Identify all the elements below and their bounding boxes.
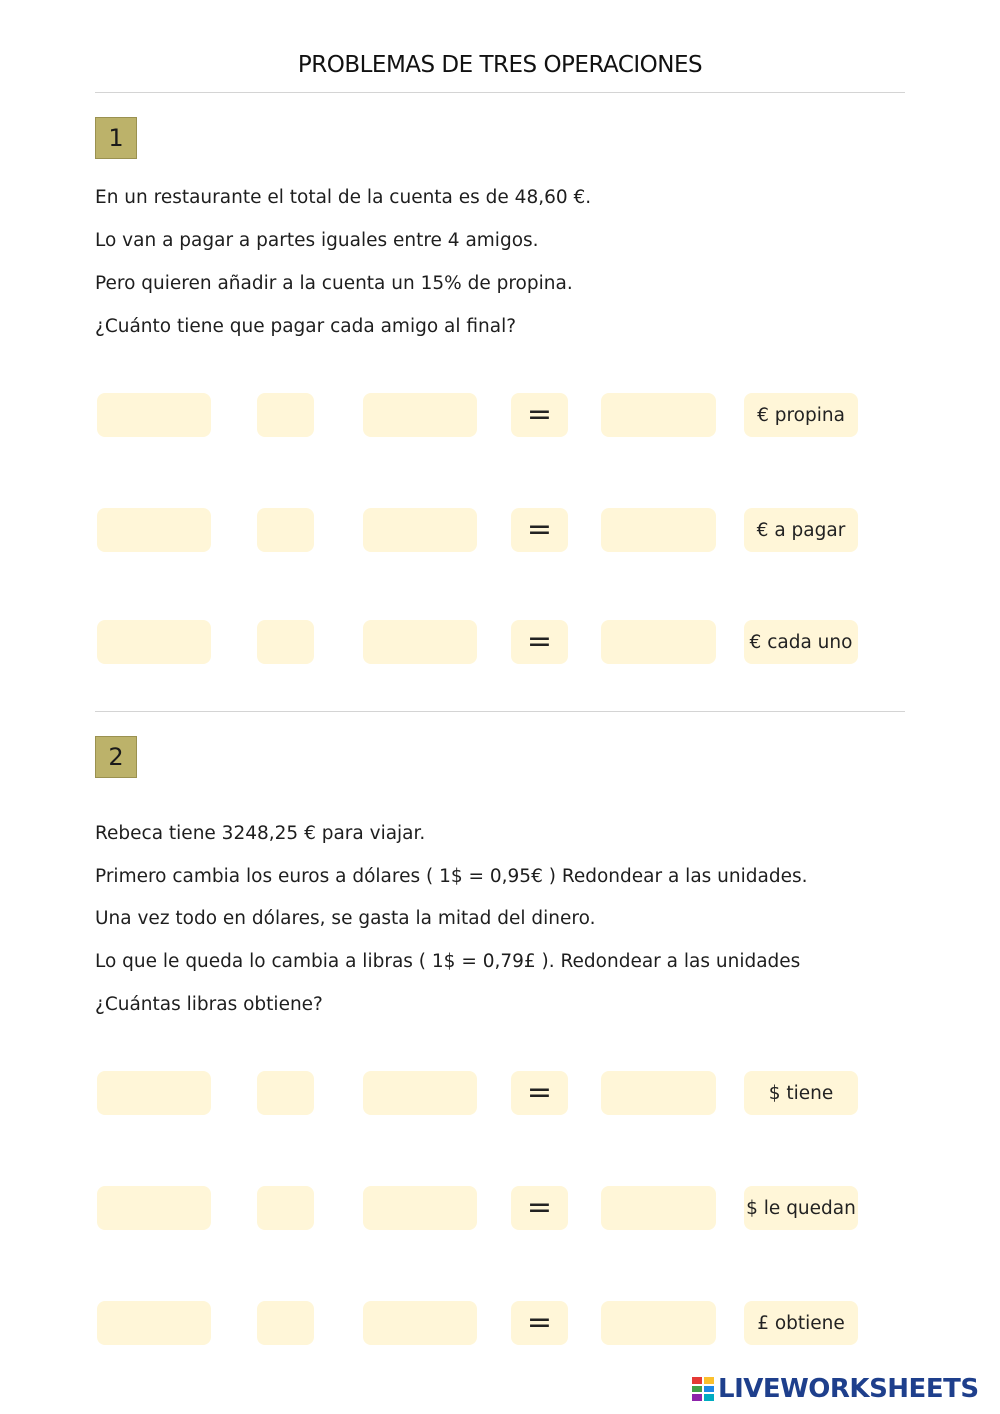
statement-line: Rebeca tiene 3248,25 € para viajar. [95, 823, 426, 844]
title-divider [95, 92, 905, 93]
section-divider [95, 711, 905, 712]
unit-label: $ tiene [744, 1071, 858, 1115]
operator-input[interactable] [257, 1301, 314, 1345]
result-input[interactable] [601, 1186, 716, 1230]
operand-input[interactable] [363, 620, 477, 664]
operator-input[interactable] [257, 393, 314, 437]
unit-label: € a pagar [744, 508, 858, 552]
equals-sign: = [511, 393, 568, 437]
operator-input[interactable] [257, 620, 314, 664]
result-input[interactable] [601, 620, 716, 664]
equals-sign: = [511, 1071, 568, 1115]
equals-sign: = [511, 1301, 568, 1345]
statement-line: ¿Cuánto tiene que pagar cada amigo al final? [95, 316, 517, 337]
unit-label: € propina [744, 393, 858, 437]
operand-input[interactable] [97, 393, 211, 437]
liveworksheets-brand [692, 1374, 979, 1404]
result-input[interactable] [601, 508, 716, 552]
operand-input[interactable] [363, 1071, 477, 1115]
result-input[interactable] [601, 1301, 716, 1345]
problem-number-badge: 1 [95, 117, 137, 159]
statement-line: Una vez todo en dólares, se gasta la mitad del dinero. [95, 908, 596, 929]
operand-input[interactable] [97, 620, 211, 664]
liveworksheets-logo-icon [692, 1377, 714, 1401]
operand-input[interactable] [97, 508, 211, 552]
result-input[interactable] [601, 1071, 716, 1115]
operand-input[interactable] [363, 1301, 477, 1345]
statement-line: Primero cambia los euros a dólares ( 1$ = 0,95€ ) Redondear a las unidades. [95, 866, 808, 887]
unit-label: € cada uno [744, 620, 858, 664]
operand-input[interactable] [363, 1186, 477, 1230]
operator-input[interactable] [257, 508, 314, 552]
equals-sign: = [511, 1186, 568, 1230]
equals-sign: = [511, 508, 568, 552]
result-input[interactable] [601, 393, 716, 437]
statement-line: Pero quieren añadir a la cuenta un 15% de propina. [95, 273, 573, 294]
problem-number-badge: 2 [95, 736, 137, 778]
operator-input[interactable] [257, 1186, 314, 1230]
equals-sign: = [511, 620, 568, 664]
brand-name: LIVEWORKSHEETS [718, 1374, 979, 1404]
statement-line: En un restaurante el total de la cuenta es de 48,60 €. [95, 187, 592, 208]
unit-label: $ le quedan [744, 1186, 858, 1230]
operand-input[interactable] [97, 1301, 211, 1345]
statement-line: Lo que le queda lo cambia a libras ( 1$ = 0,79£ ). Redondear a las unidades [95, 951, 801, 972]
operand-input[interactable] [97, 1186, 211, 1230]
statement-line: Lo van a pagar a partes iguales entre 4 amigos. [95, 230, 539, 251]
operator-input[interactable] [257, 1071, 314, 1115]
page-title: PROBLEMAS DE TRES OPERACIONES [297, 52, 703, 78]
unit-label: £ obtiene [744, 1301, 858, 1345]
statement-line: ¿Cuántas libras obtiene? [95, 994, 323, 1015]
operand-input[interactable] [363, 393, 477, 437]
operand-input[interactable] [97, 1071, 211, 1115]
operand-input[interactable] [363, 508, 477, 552]
